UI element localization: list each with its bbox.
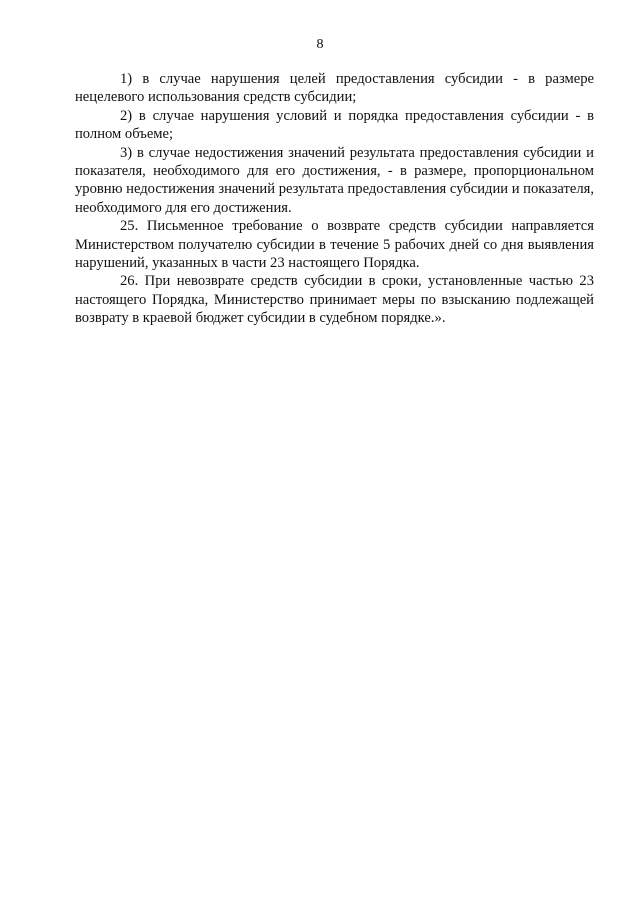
paragraph-item-3: 3) в случае недостижения значений результата предоставления субсидии и показателя, необходимого для его достижения, - в размере, пропорциональном уровню недостижения значений результата предоставления субсидии и показателя, необходимого для его достижения. <box>75 144 594 216</box>
paragraph-item-1: 1) в случае нарушения целей предоставления субсидии - в размере нецелевого использования средств субсидии; <box>75 71 594 106</box>
paragraph-26: 26. При невозврате средств субсидии в сроки, установленные частью 23 настоящего Порядка, Министерство принимает меры по взысканию подлежащей возврату в краевой бюджет субсидии в судебном порядке.». <box>75 273 594 327</box>
document-body <box>75 70 594 328</box>
paragraph-item-2: 2) в случае нарушения условий и порядка предоставления субсидии - в полном объеме; <box>75 107 594 143</box>
paragraph-25: 25. Письменное требование о возврате средств субсидии направляется Министерством получателю субсидии в течение 5 рабочих дней со дня выявления нарушений, указанных в части 23 настоящего Порядка. <box>75 218 594 272</box>
page-number: 8 <box>316 37 324 52</box>
